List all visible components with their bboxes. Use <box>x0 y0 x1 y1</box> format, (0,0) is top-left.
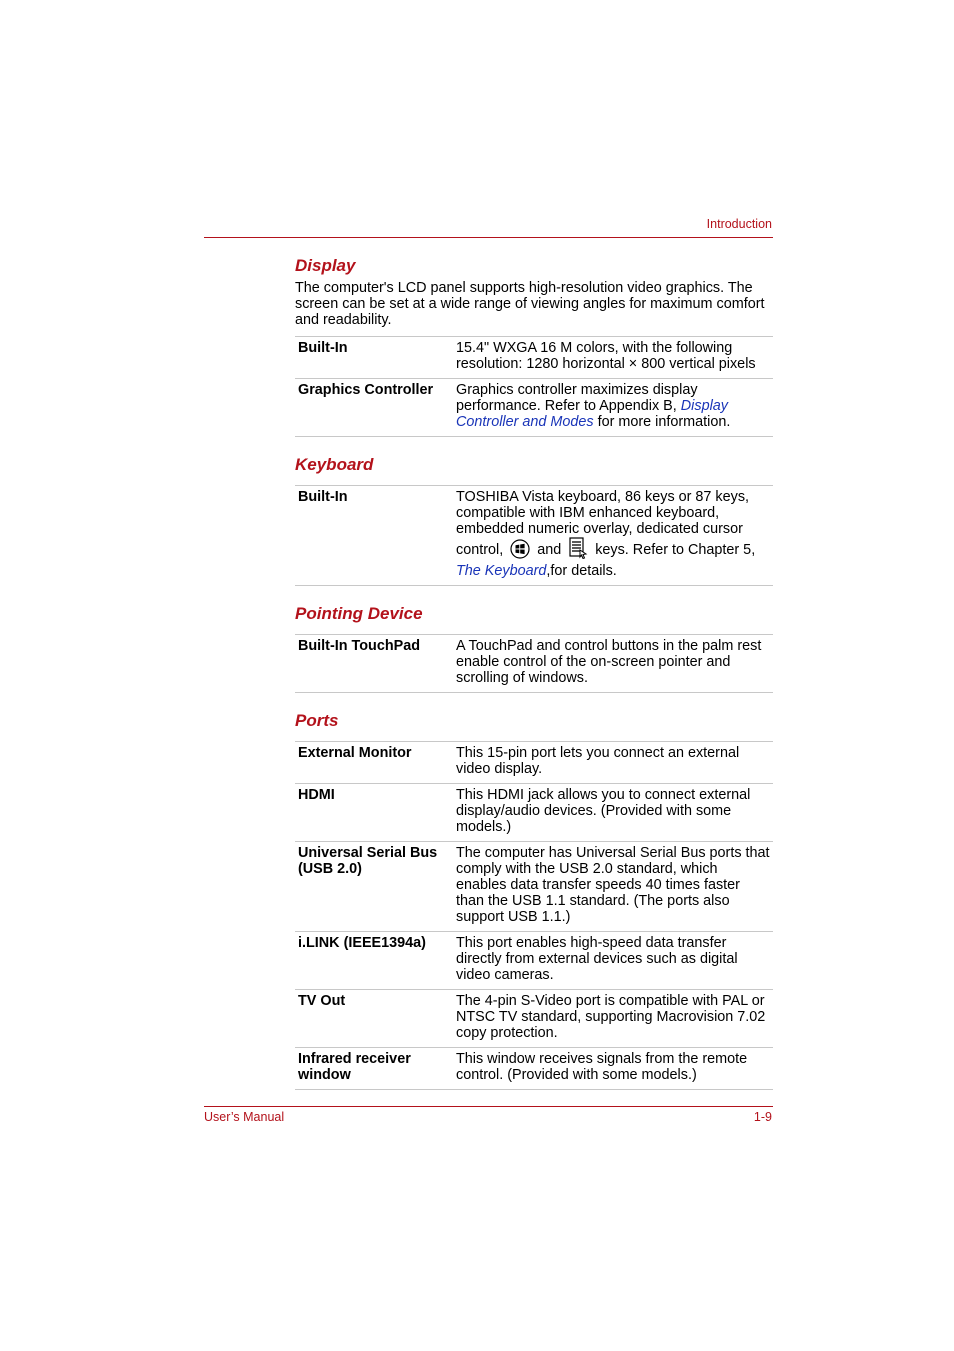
display-intro: The computer's LCD panel supports high-resolution video graphics. The screen can be set at a wide range of viewing angles for maximum comfort and readability. <box>295 280 765 328</box>
ports-spec-table <box>295 741 773 1090</box>
link-display-controller-and-modes[interactable]: Display Controller and Modes <box>456 398 728 430</box>
spec-key: TV Out <box>295 990 453 1048</box>
spec-value: The computer has Universal Serial Bus ports that comply with the USB 2.0 standard, which enables data transfer speeds 40 times faster than the USB 1.1 standard. (The ports also support USB 1.1.) <box>453 842 773 932</box>
spec-text: TOSHIBA Vista keyboard, 86 keys or 87 keys, compatible with IBM enhanced keyboard, embedded numeric overlay, dedicated cursor control, <box>456 489 750 558</box>
spec-value: This HDMI jack allows you to connect external display/audio devices. (Provided with some models.) <box>453 784 773 842</box>
section-title-display: Display <box>295 256 356 275</box>
spec-key: External Monitor <box>295 742 453 784</box>
table-row <box>295 337 773 379</box>
section-display <box>295 256 773 437</box>
spec-key: Infrared receiver window <box>295 1048 453 1090</box>
header-rule <box>204 237 773 238</box>
section-ports <box>295 711 773 1090</box>
spec-key: HDMI <box>295 784 453 842</box>
table-row <box>295 486 773 586</box>
footer-rule <box>204 1106 773 1107</box>
spec-text: and <box>533 542 566 558</box>
page-number: 1-9 <box>753 1110 772 1124</box>
windows-key-icon <box>510 539 530 563</box>
table-row <box>295 784 773 842</box>
pointing-spec-table <box>295 634 773 693</box>
table-row <box>295 842 773 932</box>
running-header: Introduction <box>706 217 772 231</box>
table-row <box>295 990 773 1048</box>
spec-value: This port enables high-speed data transfer directly from external devices such as digital video cameras. <box>453 932 773 990</box>
table-row <box>295 379 773 437</box>
spec-key: Built-In <box>295 337 453 379</box>
spec-text: keys. Refer to Chapter 5, <box>591 542 756 558</box>
spec-value: This window receives signals from the remote control. (Provided with some models.) <box>453 1048 773 1090</box>
spec-text: Graphics controller maximizes display performance. Refer to Appendix B, <box>456 382 698 414</box>
section-title-pointing-device: Pointing Device <box>295 604 423 623</box>
section-title-keyboard: Keyboard <box>295 455 374 474</box>
footer-manual-title: User’s Manual <box>204 1110 285 1124</box>
display-spec-table <box>295 336 773 437</box>
keyboard-spec-table <box>295 485 773 586</box>
spec-value: The 4-pin S-Video port is compatible with PAL or NTSC TV standard, supporting Macrovision 7.02 copy protection. <box>453 990 773 1048</box>
table-row <box>295 742 773 784</box>
section-pointing-device <box>295 604 773 693</box>
spec-value <box>453 486 773 586</box>
application-key-icon <box>568 537 588 563</box>
spec-key: i.LINK (IEEE1394a) <box>295 932 453 990</box>
spec-key: Graphics Controller <box>295 379 453 437</box>
page-content <box>295 256 773 1090</box>
spec-key: Built-In TouchPad <box>295 635 453 693</box>
spec-value: A TouchPad and control buttons in the palm rest enable control of the on-screen pointer and scrolling of windows. <box>453 635 773 693</box>
spec-key: Built-In <box>295 486 453 586</box>
table-row <box>295 932 773 990</box>
spec-text: ,for details. <box>546 563 617 579</box>
table-row <box>295 635 773 693</box>
spec-text: for more information. <box>593 414 731 430</box>
spec-value: 15.4" WXGA 16 M colors, with the following resolution: 1280 horizontal × 800 vertical pixels <box>453 337 773 379</box>
table-row <box>295 1048 773 1090</box>
spec-key: Universal Serial Bus (USB 2.0) <box>295 842 453 932</box>
spec-value <box>453 379 773 437</box>
section-keyboard <box>295 455 773 586</box>
link-the-keyboard[interactable]: The Keyboard <box>456 563 547 579</box>
spec-value: This 15-pin port lets you connect an external video display. <box>453 742 773 784</box>
section-title-ports: Ports <box>295 711 339 730</box>
